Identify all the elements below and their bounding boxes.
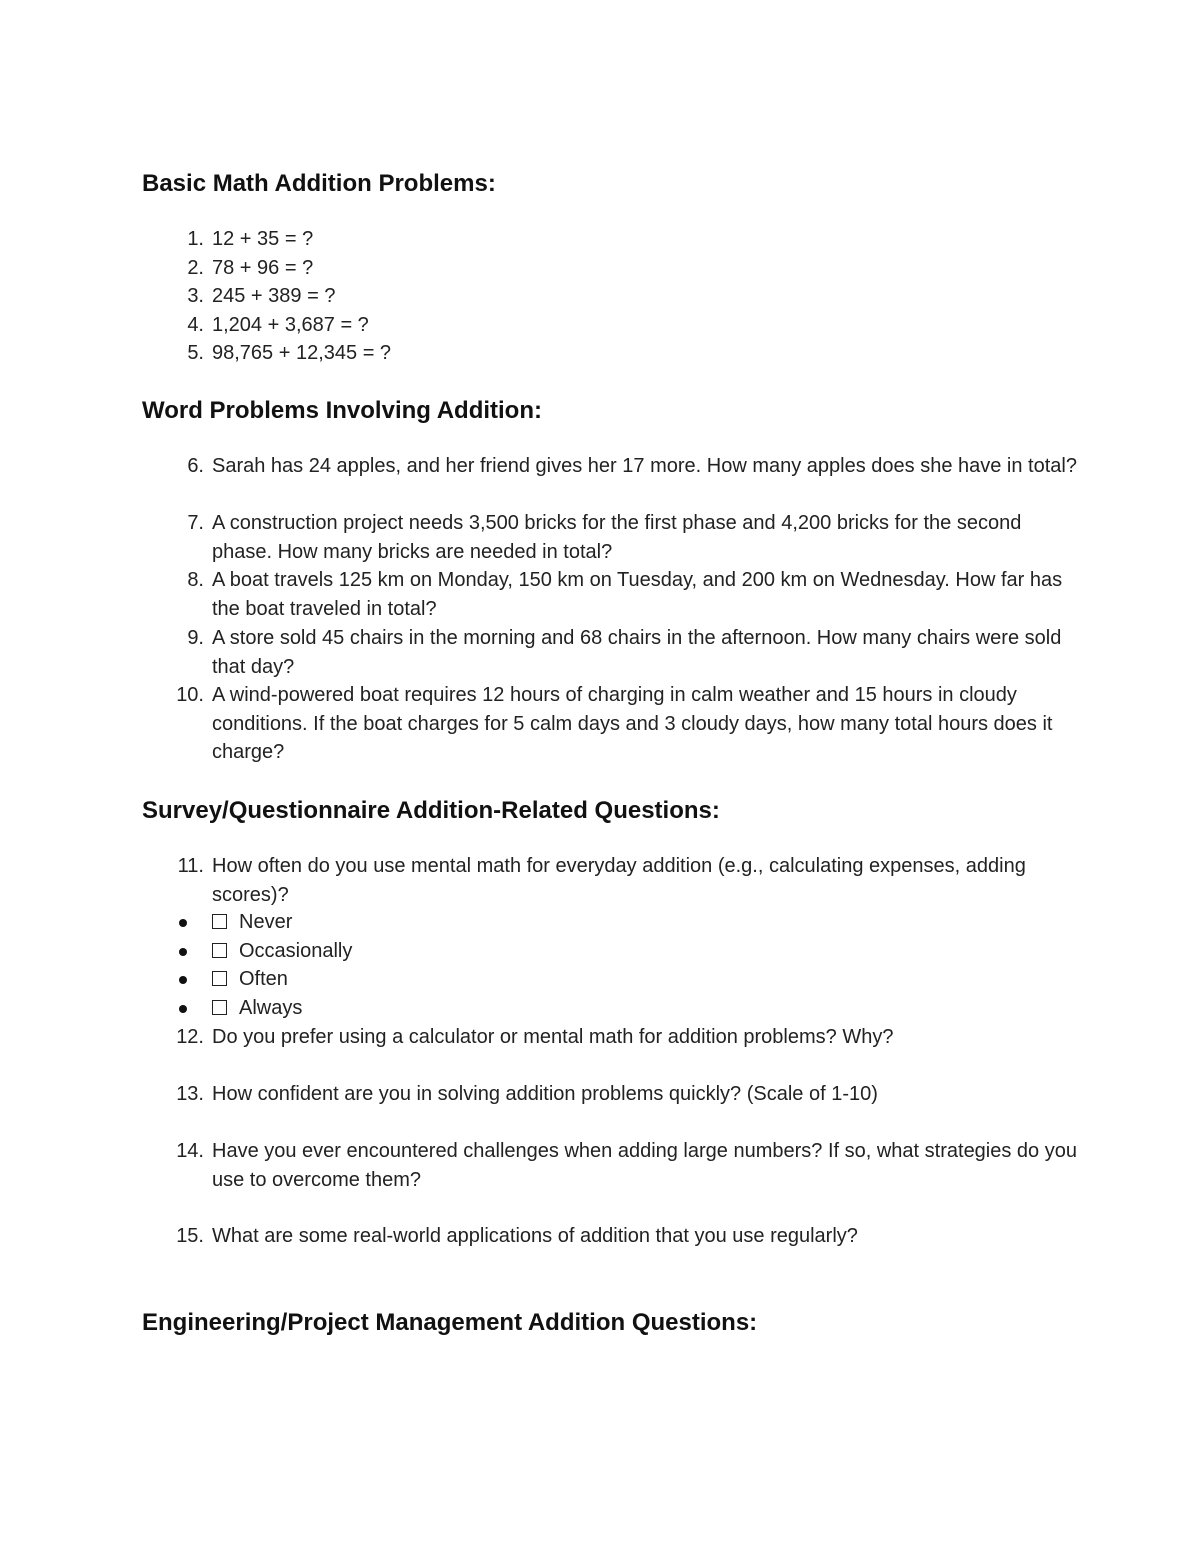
list-item [142,339,1082,368]
checkbox-icon[interactable] [212,943,227,958]
item-text: 98,765 + 12,345 = ? [212,342,392,364]
list-item [142,452,1082,481]
item-text: A store sold 45 chairs in the morning and 68 chairs in the afternoon. How many chairs were sold that day? [212,627,1062,678]
checkbox-icon[interactable] [212,914,227,929]
list-item [142,1023,1082,1052]
list-item [142,225,1082,254]
item-text: A wind-powered boat requires 12 hours of charging in calm weather and 15 hours in cloudy conditions. If the boat charges for 5 calm days and 3 cloudy days, how many total hours does it charge? [212,684,1053,764]
section-heading-word-problems: Word Problems Involving Addition: [142,397,542,424]
item-text: A boat travels 125 km on Monday, 150 km on Tuesday, and 200 km on Wednesday. How far has the boat traveled in total? [212,569,1063,620]
item-number: 4. [187,314,204,336]
bullet-icon [179,919,187,927]
list-item [142,282,1082,311]
item-number: 11. [177,855,204,877]
item-text: How confident are you in solving addition problems quickly? (Scale of 1-10) [212,1083,878,1105]
item-number: 13. [176,1083,204,1105]
section-heading-engineering: Engineering/Project Management Addition Questions: [142,1309,758,1336]
section-heading-basic-math: Basic Math Addition Problems: [142,170,496,197]
checkbox-icon[interactable] [212,971,227,986]
item-text: Sarah has 24 apples, and her friend gives her 17 more. How many apples does she have in total? [212,455,1077,477]
item-text: Do you prefer using a calculator or mental math for addition problems? Why? [212,1026,894,1048]
list-item [142,509,1082,566]
list-item [142,566,1082,623]
list-item [142,254,1082,283]
list-item [142,852,1082,909]
item-number: 15. [176,1225,204,1247]
item-number: 6. [187,455,204,477]
bullet-icon [179,948,187,956]
option-never [142,908,642,937]
bullet-icon [179,976,187,984]
item-number: 9. [187,627,204,649]
item-number: 2. [187,257,204,279]
item-text: How often do you use mental math for everyday addition (e.g., calculating expenses, adding scores)? [212,855,1026,906]
item-number: 8. [187,569,204,591]
item-text: 12 + 35 = ? [212,228,314,250]
item-number: 3. [187,285,204,307]
item-number: 7. [187,512,204,534]
item-text: A construction project needs 3,500 bricks for the first phase and 4,200 bricks for the second phase. How many bricks are needed in total? [212,512,1022,563]
option-always [142,994,642,1023]
option-label: Never [239,911,293,933]
section-heading-survey: Survey/Questionnaire Addition-Related Questions: [142,797,720,824]
option-label: Often [239,968,288,990]
option-label: Always [239,997,303,1019]
item-text: Have you ever encountered challenges when adding large numbers? If so, what strategies do you use to overcome them? [212,1140,1077,1191]
item-number: 5. [187,342,204,364]
checkbox-icon[interactable] [212,1000,227,1015]
item-text: 78 + 96 = ? [212,257,314,279]
list-item [142,1080,1082,1109]
item-number: 12. [176,1026,204,1048]
option-occasionally [142,937,642,966]
item-number: 1. [187,228,204,250]
list-item [142,1137,1082,1194]
item-number: 14. [176,1140,204,1162]
option-often [142,965,642,994]
item-text: 245 + 389 = ? [212,285,336,307]
list-item [142,681,1082,767]
option-label: Occasionally [239,940,353,962]
bullet-icon [179,1005,187,1013]
list-item [142,624,1082,681]
item-number: 10. [176,684,204,706]
list-item [142,1222,1082,1251]
item-text: What are some real-world applications of addition that you use regularly? [212,1225,858,1247]
item-text: 1,204 + 3,687 = ? [212,314,369,336]
list-item [142,311,1082,340]
